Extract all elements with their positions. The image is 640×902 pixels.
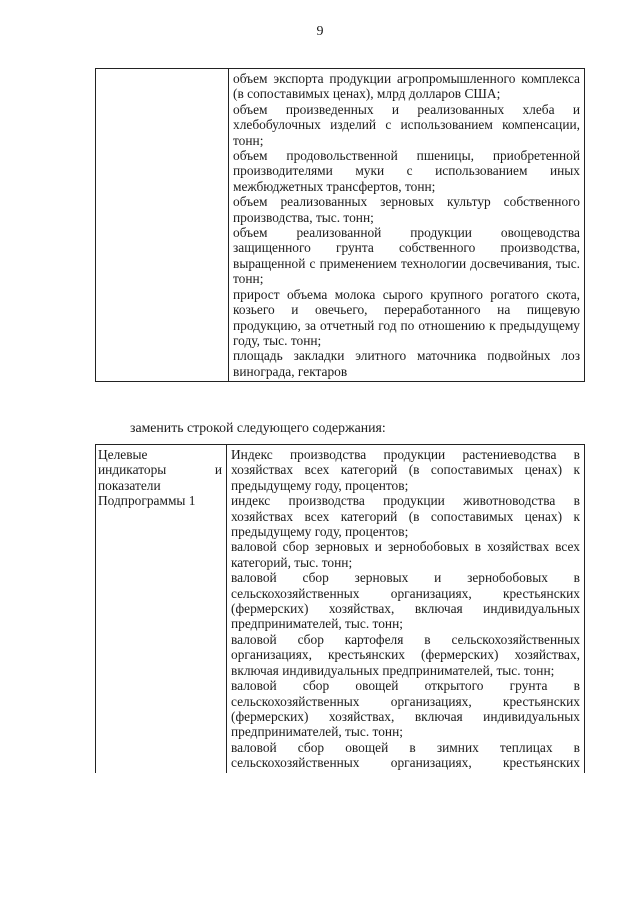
indicator-item: объем реализованных зерновых культур собственного производства, тыс. тонн; [233,194,580,225]
indicators-cell [229,69,585,382]
indicator-item: прирост объема молока сырого крупного рогатого скота, козьего и овечьего, переработанного на пищевую продукцию, за отчетный год по отношению к предыдущему году, тыс. тонн; [233,286,580,348]
label-line-4: Подпрограммы 1 [98,493,196,509]
replacement-instruction: заменить строкой следующего содержания: [130,420,386,435]
indicator-item: валовой сбор овощей в зимних теплицах в сельскохозяйственных организациях, крестьянских [231,739,580,771]
page-number: 9 [316,24,324,39]
indicator-item: валовой сбор зерновых и зернобобовых в хозяйствах всех категорий, тыс. тонн; [231,539,580,570]
label-word-and: и [214,462,222,478]
empty-label-cell [96,69,229,382]
label-line-1: Целевые [98,447,148,462]
indicator-item: объем экспорта продукции агропромышленного комплекса (в сопоставимых ценах), млрд долларов США; [233,71,580,102]
indicator-item: валовой сбор овощей открытого грунта в сельскохозяйственных организациях, крестьянских (фермерских) хозяйствах, включая индивидуальных предпринимателей, тыс. тонн; [231,678,580,740]
table-row [96,69,585,382]
indicator-item: объем продовольственной пшеницы, приобретенной производителями муки с использованием иных межбюджетных трансфертов, тонн; [233,148,580,194]
indicators-label-cell [96,445,227,773]
new-indicators-table [95,444,585,773]
indicator-item: валовой сбор картофеля в сельскохозяйственных организациях, крестьянских (фермерских) хозяйствах, включая индивидуальных предпринимателей, тыс. тонн; [231,631,580,678]
label-word-indicators: индикаторы [98,462,167,478]
previous-indicators-table [95,68,585,382]
table-row [96,445,585,773]
indicator-item: площадь закладки элитного маточника подвойных лоз винограда, гектаров [233,348,580,379]
label-line-2 [98,462,222,477]
indicators-cell [227,445,585,773]
indicator-item: объем реализованной продукции овощеводства защищенного грунта собственного производства, выращенной с применением технологии досвечивания, тыс. тонн; [233,225,580,287]
indicator-item: индекс производства продукции животноводства в хозяйствах всех категорий (в сопоставимых ценах) к предыдущему году, процентов; [231,493,580,540]
indicator-item: Индекс производства продукции растениеводства в хозяйствах всех категорий (в сопоставимых ценах) к предыдущему году, процентов; [231,447,580,493]
indicator-item: объем произведенных и реализованных хлеба и хлебобулочных изделий с использованием компенсации, тонн; [233,101,580,148]
indicator-item: валовой сбор зерновых и зернобобовых в сельскохозяйственных организациях, крестьянских (фермерских) хозяйствах, включая индивидуальных предпринимателей, тыс. тонн; [231,570,580,632]
label-line-3: показатели [98,477,161,493]
